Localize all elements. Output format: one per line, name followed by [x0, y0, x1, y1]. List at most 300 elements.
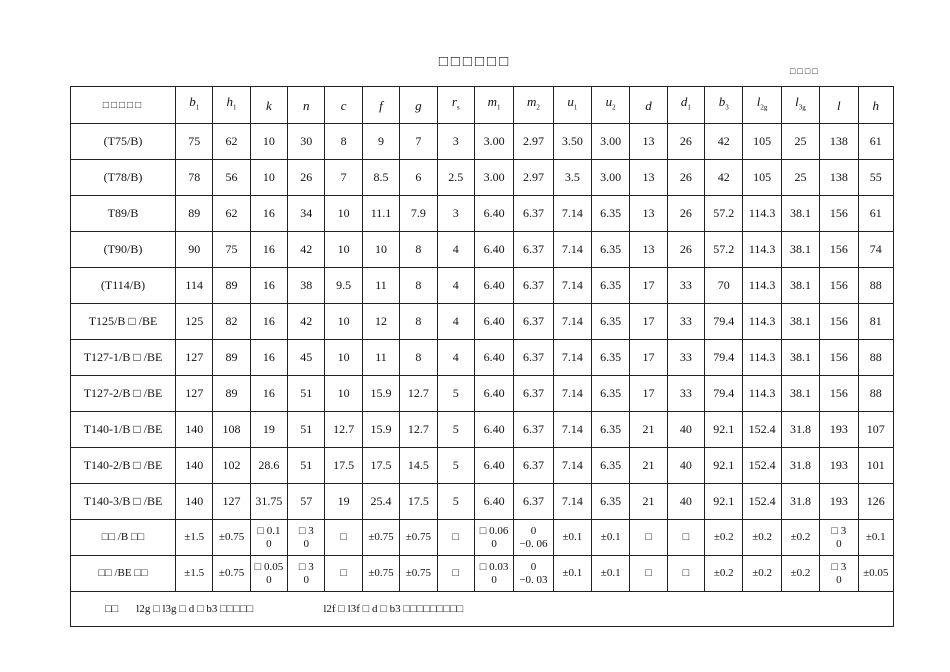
value-cell: 40 — [667, 484, 704, 520]
value-cell: ±0.75 — [400, 520, 437, 556]
value-cell: □ — [667, 556, 704, 592]
table-row — [71, 376, 894, 412]
value-cell: 156 — [820, 376, 858, 412]
value-cell: 33 — [667, 304, 704, 340]
value-cell: 6.40 — [474, 196, 513, 232]
value-cell: 105 — [743, 124, 781, 160]
value-cell: 16 — [250, 196, 287, 232]
value-cell: ±0.1 — [858, 520, 893, 556]
value-cell: 40 — [667, 448, 704, 484]
value-cell: 152.4 — [743, 448, 781, 484]
page-title: □□□□□□ — [438, 54, 512, 70]
value-cell: 6 — [400, 160, 437, 196]
table-row — [71, 304, 894, 340]
note-part2: l2f □ l3f □ d □ b3 □□□□□□□□□ — [323, 602, 464, 615]
value-cell: 33 — [667, 376, 704, 412]
value-cell: 10 — [325, 340, 362, 376]
value-cell: 3.00 — [592, 124, 630, 160]
note-cell — [71, 592, 894, 627]
header-d: d — [630, 87, 667, 124]
header-row — [71, 87, 894, 124]
value-cell: 31.75 — [250, 484, 287, 520]
value-cell: 57.2 — [705, 232, 743, 268]
value-cell: 92.1 — [705, 412, 743, 448]
header-rs: $r_s$ — [437, 87, 474, 124]
value-cell: 14.5 — [400, 448, 437, 484]
value-cell: 26 — [667, 124, 704, 160]
value-cell: ±0.75 — [213, 520, 250, 556]
value-cell: 79.4 — [705, 304, 743, 340]
value-cell: 33 — [667, 340, 704, 376]
value-cell: 7.14 — [553, 196, 591, 232]
value-cell: ±1.5 — [176, 520, 213, 556]
value-cell: 31.8 — [781, 412, 819, 448]
value-cell: 25 — [781, 160, 819, 196]
value-cell: 38.1 — [781, 304, 819, 340]
value-cell: ±0.05 — [858, 556, 893, 592]
value-cell: ±0.1 — [553, 556, 591, 592]
value-cell: 140 — [176, 448, 213, 484]
value-cell: 127 — [213, 484, 250, 520]
value-cell: 7.14 — [553, 340, 591, 376]
spec-table — [70, 86, 894, 627]
value-cell: 15.9 — [362, 376, 399, 412]
value-cell: 114 — [176, 268, 213, 304]
value-cell: ±0.75 — [400, 556, 437, 592]
value-cell: 7.14 — [553, 232, 591, 268]
table-row — [71, 448, 894, 484]
value-cell: 89 — [213, 340, 250, 376]
value-cell: 6.40 — [474, 484, 513, 520]
value-cell: 31.8 — [781, 448, 819, 484]
value-cell: 89 — [213, 268, 250, 304]
value-cell: 102 — [213, 448, 250, 484]
value-cell: □ 0.1 0 — [250, 520, 287, 556]
value-cell: 17 — [630, 268, 667, 304]
table-row — [71, 268, 894, 304]
value-cell: 114.3 — [743, 304, 781, 340]
value-cell: 7.14 — [553, 304, 591, 340]
header-l3g: $l_{3g}$ — [781, 87, 819, 124]
value-cell: 8.5 — [362, 160, 399, 196]
value-cell: 8 — [400, 340, 437, 376]
value-cell: 78 — [176, 160, 213, 196]
value-cell: □ 3 0 — [820, 556, 858, 592]
value-cell: 3.50 — [553, 124, 591, 160]
value-cell: 6.35 — [592, 448, 630, 484]
value-cell: 13 — [630, 160, 667, 196]
value-cell: 9.5 — [325, 268, 362, 304]
value-cell: □ 0.05 0 — [250, 556, 287, 592]
value-cell: □ 3 0 — [288, 520, 325, 556]
value-cell: 10 — [325, 232, 362, 268]
value-cell: 19 — [325, 484, 362, 520]
value-cell: 6.35 — [592, 196, 630, 232]
value-cell: ±0.75 — [213, 556, 250, 592]
value-cell: 6.37 — [514, 448, 553, 484]
value-cell: 88 — [858, 340, 893, 376]
value-cell: □ — [437, 556, 474, 592]
row-label-cell: T125/B □ /BE — [71, 304, 176, 340]
value-cell: 7 — [400, 124, 437, 160]
value-cell: 6.37 — [514, 376, 553, 412]
header-g: g — [400, 87, 437, 124]
value-cell: 42 — [705, 124, 743, 160]
value-cell: ±0.2 — [743, 556, 781, 592]
value-cell: 26 — [667, 232, 704, 268]
value-cell: 6.37 — [514, 484, 553, 520]
value-cell: 17.5 — [400, 484, 437, 520]
value-cell: 38.1 — [781, 196, 819, 232]
row-label-cell: (T114/B) — [71, 268, 176, 304]
value-cell: 3 — [437, 196, 474, 232]
value-cell: 8 — [325, 124, 362, 160]
value-cell: 101 — [858, 448, 893, 484]
value-cell: □ 0.06 0 — [474, 520, 513, 556]
note-part1: l2g □ l3g □ d □ b3 □□□□□ — [136, 602, 254, 615]
value-cell: □ — [325, 556, 362, 592]
value-cell: 70 — [705, 268, 743, 304]
value-cell: 0 −0. 06 — [514, 520, 553, 556]
value-cell: 21 — [630, 448, 667, 484]
value-cell: 8 — [400, 232, 437, 268]
value-cell: 11.1 — [362, 196, 399, 232]
value-cell: 88 — [858, 268, 893, 304]
value-cell: 38.1 — [781, 376, 819, 412]
value-cell: 0 −0. 03 — [514, 556, 553, 592]
value-cell: 6.37 — [514, 232, 553, 268]
value-cell: 10 — [325, 376, 362, 412]
value-cell: 6.35 — [592, 232, 630, 268]
value-cell: 40 — [667, 412, 704, 448]
value-cell: 2.5 — [437, 160, 474, 196]
value-cell: 90 — [176, 232, 213, 268]
value-cell: 6.40 — [474, 304, 513, 340]
value-cell: 193 — [820, 448, 858, 484]
value-cell: 16 — [250, 340, 287, 376]
value-cell: 114.3 — [743, 268, 781, 304]
row-label-cell: (T78/B) — [71, 160, 176, 196]
table-row — [71, 160, 894, 196]
unit-label: □□□□ — [790, 66, 820, 76]
value-cell: 92.1 — [705, 448, 743, 484]
value-cell: 30 — [288, 124, 325, 160]
value-cell: 5 — [437, 412, 474, 448]
value-cell: 62 — [213, 124, 250, 160]
note-prefix: □□ — [105, 602, 119, 615]
value-cell: 156 — [820, 196, 858, 232]
row-label-cell: T140-1/B □ /BE — [71, 412, 176, 448]
value-cell: 92.1 — [705, 484, 743, 520]
value-cell: 4 — [437, 340, 474, 376]
value-cell: 125 — [176, 304, 213, 340]
value-cell: 7.14 — [553, 484, 591, 520]
value-cell: 6.35 — [592, 340, 630, 376]
row-label-cell: (T75/B) — [71, 124, 176, 160]
value-cell: 42 — [288, 232, 325, 268]
table-row — [71, 124, 894, 160]
value-cell: 10 — [325, 304, 362, 340]
value-cell: 193 — [820, 484, 858, 520]
tolerance-row — [71, 556, 894, 592]
header-h1: $h_1$ — [213, 87, 250, 124]
value-cell: ±0.2 — [743, 520, 781, 556]
header-model: □□□□□ — [71, 87, 176, 124]
value-cell: 108 — [213, 412, 250, 448]
value-cell: 152.4 — [743, 484, 781, 520]
value-cell: 6.40 — [474, 376, 513, 412]
value-cell: 26 — [667, 160, 704, 196]
header-c: c — [325, 87, 362, 124]
value-cell: 81 — [858, 304, 893, 340]
value-cell: 16 — [250, 232, 287, 268]
value-cell: 8 — [400, 304, 437, 340]
value-cell: 193 — [820, 412, 858, 448]
value-cell: 45 — [288, 340, 325, 376]
value-cell: 51 — [288, 412, 325, 448]
value-cell: 13 — [630, 232, 667, 268]
note-row — [71, 592, 894, 627]
value-cell: 2.97 — [514, 124, 553, 160]
value-cell: 12.7 — [325, 412, 362, 448]
value-cell: 114.3 — [743, 340, 781, 376]
value-cell: 89 — [176, 196, 213, 232]
value-cell: 6.37 — [514, 340, 553, 376]
value-cell: 10 — [325, 196, 362, 232]
value-cell: 3.5 — [553, 160, 591, 196]
value-cell: 57.2 — [705, 196, 743, 232]
value-cell: 3.00 — [474, 160, 513, 196]
value-cell: 6.35 — [592, 484, 630, 520]
value-cell: ±0.75 — [362, 520, 399, 556]
value-cell: 10 — [250, 160, 287, 196]
value-cell: 6.37 — [514, 412, 553, 448]
table-row — [71, 232, 894, 268]
value-cell: 17.5 — [362, 448, 399, 484]
value-cell: 38.1 — [781, 340, 819, 376]
value-cell: 7.14 — [553, 268, 591, 304]
value-cell: 19 — [250, 412, 287, 448]
row-label-cell: T140-3/B □ /BE — [71, 484, 176, 520]
header-b3: $b_3$ — [705, 87, 743, 124]
value-cell: 105 — [743, 160, 781, 196]
value-cell: 140 — [176, 412, 213, 448]
header-b1: $b_1$ — [176, 87, 213, 124]
value-cell: ±0.75 — [362, 556, 399, 592]
value-cell: 6.35 — [592, 268, 630, 304]
value-cell: 10 — [250, 124, 287, 160]
value-cell: 75 — [176, 124, 213, 160]
value-cell: 126 — [858, 484, 893, 520]
row-label-cell: □□ /B □□ — [71, 520, 176, 556]
value-cell: □ — [667, 520, 704, 556]
value-cell: 26 — [288, 160, 325, 196]
value-cell: 16 — [250, 376, 287, 412]
value-cell: 25.4 — [362, 484, 399, 520]
value-cell: 114.3 — [743, 196, 781, 232]
row-label-cell: T127-1/B □ /BE — [71, 340, 176, 376]
value-cell: 6.40 — [474, 340, 513, 376]
row-label-cell: T140-2/B □ /BE — [71, 448, 176, 484]
value-cell: 7.14 — [553, 412, 591, 448]
value-cell: 74 — [858, 232, 893, 268]
value-cell: 51 — [288, 376, 325, 412]
value-cell: 10 — [362, 232, 399, 268]
value-cell: 57 — [288, 484, 325, 520]
value-cell: □ — [437, 520, 474, 556]
value-cell: 7.14 — [553, 376, 591, 412]
value-cell: ±0.1 — [592, 556, 630, 592]
table-row — [71, 484, 894, 520]
value-cell: ±0.1 — [592, 520, 630, 556]
value-cell: 5 — [437, 376, 474, 412]
value-cell: 127 — [176, 340, 213, 376]
header-h: h — [858, 87, 893, 124]
value-cell: 11 — [362, 268, 399, 304]
value-cell: 2.97 — [514, 160, 553, 196]
value-cell: 12.7 — [400, 412, 437, 448]
value-cell: 6.35 — [592, 376, 630, 412]
value-cell: 114.3 — [743, 376, 781, 412]
value-cell: ±0.2 — [705, 520, 743, 556]
value-cell: 75 — [213, 232, 250, 268]
value-cell: ±0.2 — [705, 556, 743, 592]
value-cell: 8 — [400, 268, 437, 304]
header-l: l — [820, 87, 858, 124]
value-cell: ±0.2 — [781, 520, 819, 556]
value-cell: ±1.5 — [176, 556, 213, 592]
value-cell: 42 — [705, 160, 743, 196]
value-cell: 4 — [437, 304, 474, 340]
table-row — [71, 196, 894, 232]
value-cell: 61 — [858, 196, 893, 232]
value-cell: 89 — [213, 376, 250, 412]
value-cell: 79.4 — [705, 376, 743, 412]
value-cell: 3.00 — [474, 124, 513, 160]
value-cell: 42 — [288, 304, 325, 340]
row-label-cell: (T90/B) — [71, 232, 176, 268]
value-cell: 33 — [667, 268, 704, 304]
value-cell: 6.35 — [592, 304, 630, 340]
value-cell: 28.6 — [250, 448, 287, 484]
value-cell: 6.40 — [474, 412, 513, 448]
value-cell: 38.1 — [781, 232, 819, 268]
value-cell: 4 — [437, 232, 474, 268]
value-cell: 6.37 — [514, 196, 553, 232]
row-label-cell: □□ /BE □□ — [71, 556, 176, 592]
value-cell: □ 3 0 — [288, 556, 325, 592]
value-cell: 79.4 — [705, 340, 743, 376]
header-u1: $u_1$ — [553, 87, 591, 124]
value-cell: 107 — [858, 412, 893, 448]
table-row — [71, 340, 894, 376]
row-label-cell: T127-2/B □ /BE — [71, 376, 176, 412]
header-u2: $u_2$ — [592, 87, 630, 124]
value-cell: 51 — [288, 448, 325, 484]
value-cell: 55 — [858, 160, 893, 196]
value-cell: 16 — [250, 268, 287, 304]
value-cell: 138 — [820, 160, 858, 196]
header-k: k — [250, 87, 287, 124]
header-m1: $m_1$ — [474, 87, 513, 124]
value-cell: 156 — [820, 340, 858, 376]
header-d1: $d_1$ — [667, 87, 704, 124]
value-cell: 31.8 — [781, 484, 819, 520]
value-cell: 140 — [176, 484, 213, 520]
value-cell: 156 — [820, 268, 858, 304]
tolerance-row — [71, 520, 894, 556]
value-cell: 21 — [630, 412, 667, 448]
value-cell: □ — [325, 520, 362, 556]
value-cell: 38.1 — [781, 268, 819, 304]
value-cell: 138 — [820, 124, 858, 160]
value-cell: 61 — [858, 124, 893, 160]
value-cell: 16 — [250, 304, 287, 340]
value-cell: 13 — [630, 124, 667, 160]
value-cell: ±0.2 — [781, 556, 819, 592]
value-cell: 4 — [437, 268, 474, 304]
value-cell: 25 — [781, 124, 819, 160]
value-cell: 6.40 — [474, 268, 513, 304]
header-n: n — [288, 87, 325, 124]
value-cell: 127 — [176, 376, 213, 412]
value-cell: 56 — [213, 160, 250, 196]
value-cell: 152.4 — [743, 412, 781, 448]
value-cell: 5 — [437, 484, 474, 520]
value-cell: □ — [630, 556, 667, 592]
value-cell: 17 — [630, 376, 667, 412]
value-cell: 26 — [667, 196, 704, 232]
value-cell: 3 — [437, 124, 474, 160]
value-cell: 7.14 — [553, 448, 591, 484]
value-cell: 12 — [362, 304, 399, 340]
value-cell: 38 — [288, 268, 325, 304]
value-cell: 7.9 — [400, 196, 437, 232]
value-cell: 17 — [630, 340, 667, 376]
value-cell: 6.37 — [514, 304, 553, 340]
value-cell: 21 — [630, 484, 667, 520]
value-cell: 13 — [630, 196, 667, 232]
header-m2: $m_2$ — [514, 87, 553, 124]
header-f: f — [362, 87, 399, 124]
value-cell: 82 — [213, 304, 250, 340]
header-l2g: $l_{2g}$ — [743, 87, 781, 124]
value-cell: 15.9 — [362, 412, 399, 448]
value-cell: 88 — [858, 376, 893, 412]
table-row — [71, 412, 894, 448]
value-cell: 5 — [437, 448, 474, 484]
value-cell: 6.40 — [474, 232, 513, 268]
value-cell: 6.35 — [592, 412, 630, 448]
value-cell: 17.5 — [325, 448, 362, 484]
value-cell: 17 — [630, 304, 667, 340]
value-cell: 156 — [820, 232, 858, 268]
value-cell: 12.7 — [400, 376, 437, 412]
value-cell: 34 — [288, 196, 325, 232]
value-cell: 6.37 — [514, 268, 553, 304]
value-cell: ±0.1 — [553, 520, 591, 556]
value-cell: 114.3 — [743, 232, 781, 268]
value-cell: □ — [630, 520, 667, 556]
value-cell: 7 — [325, 160, 362, 196]
value-cell: □ 0.03 0 — [474, 556, 513, 592]
value-cell: 11 — [362, 340, 399, 376]
value-cell: 3.00 — [592, 160, 630, 196]
row-label-cell: T89/B — [71, 196, 176, 232]
value-cell: 9 — [362, 124, 399, 160]
value-cell: □ 3 0 — [820, 520, 858, 556]
value-cell: 62 — [213, 196, 250, 232]
